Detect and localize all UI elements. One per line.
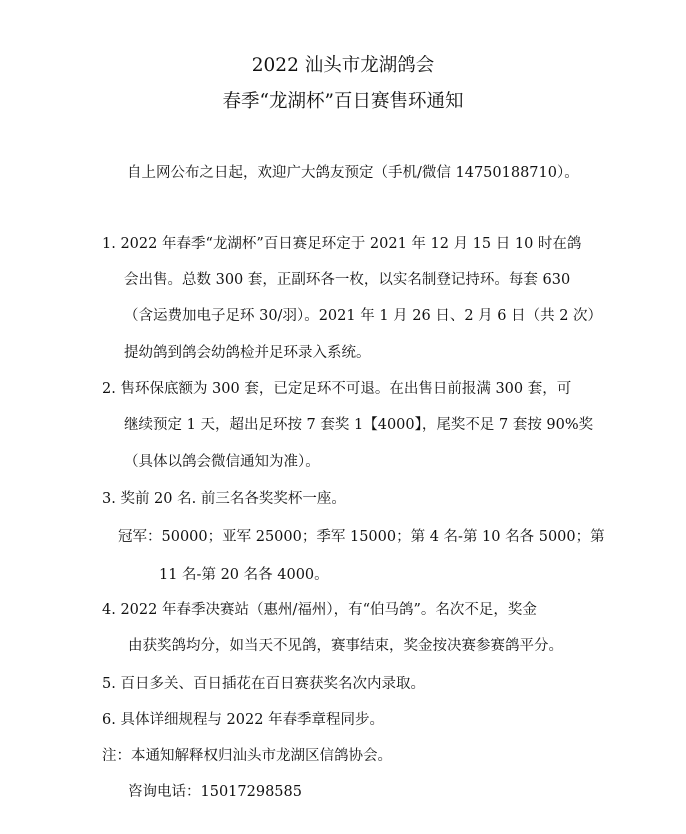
item-6-line-1: 6. 具体详细规程与 2022 年春季章程同步。 <box>102 712 385 728</box>
item-4-line-1: 4. 2022 年春季决赛站（惠州/福州），有“伯马鸽”。名次不足，奖金 <box>102 602 537 618</box>
item-1-line-1: 1. 2022 年春季“龙湖杯”百日赛足环定于 2021 年 12 月 15 日 10 时在鸽 <box>102 236 582 252</box>
item-2-line-2: 继续预定 1 天，超出足环按 7 套奖 1【4000】，尾奖不足 7 套按 90%奖 <box>124 417 594 433</box>
contact-phone: 咨询电话：15017298585 <box>128 784 302 800</box>
item-1-line-2: 会出售。总数 300 套，正副环各一枚，以实名制登记持环。每套 630 <box>124 272 571 288</box>
item-3-prize-list-cont: 11 名-第 20 名各 4000。 <box>159 567 329 583</box>
document-title-line-1: 2022 汕头市龙湖鸽会 <box>251 55 435 76</box>
item-4-line-2: 由获奖鸽均分，如当天不见鸽，赛事结束，奖金按决赛参赛鸽平分。 <box>128 638 563 654</box>
item-2-line-3: （具体以鸽会微信通知为准）。 <box>124 454 320 470</box>
item-1-line-4: 提幼鸽到鸽会幼鸽检并足环录入系统。 <box>124 345 371 361</box>
item-1-line-3: （含运费加电子足环 30/羽）。2021 年 1 月 26 日、2 月 6 日（共 2 次） <box>124 308 603 324</box>
item-5-line-1: 5. 百日多关、百日插花在百日赛获奖名次内录取。 <box>102 676 425 692</box>
document-title-line-2: 春季“龙湖杯”百日赛售环通知 <box>222 91 464 112</box>
intro-paragraph: 自上网公布之日起，欢迎广大鸽友预定（手机/微信 14750188710）。 <box>127 165 579 181</box>
note-line: 注：本通知解释权归汕头市龙湖区信鸽协会。 <box>102 748 392 764</box>
item-2-line-1: 2. 售环保底额为 300 套，已定足环不可退。在出售日前报满 300 套，可 <box>102 381 572 397</box>
item-3-line-1: 3. 奖前 20 名. 前三名各奖奖杯一座。 <box>102 491 346 507</box>
item-3-prize-list: 冠军：50000；亚军 25000；季军 15000；第 4 名-第 10 名各 5000；第 <box>118 529 605 545</box>
